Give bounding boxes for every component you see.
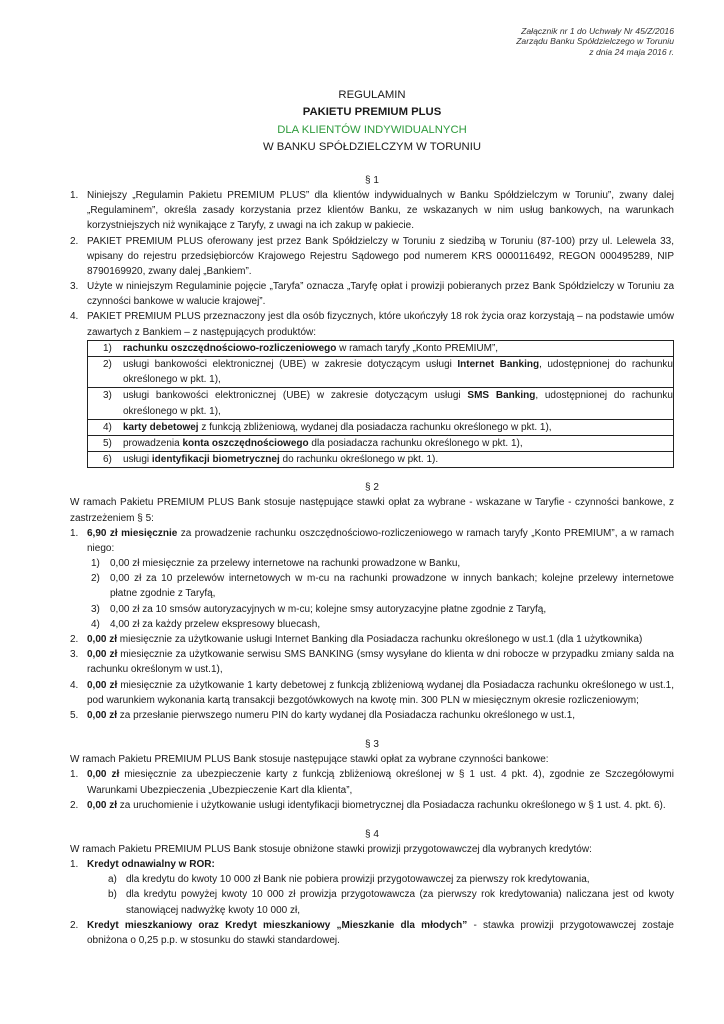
section-heading: § 2 (365, 482, 379, 494)
section-intro: W ramach Pakietu PREMIUM PLUS Bank stosuje następujące stawki opłat za wybrane czynności bankowe: (70, 754, 549, 766)
table-row: 2) usługi bankowości elektronicznej (UBE) w zakresie dotyczącym usługi Internet Banking, udostępnionej do rachunku określonego w pkt. 1), (88, 357, 674, 388)
list-item: 4. PAKIET PREMIUM PLUS przeznaczony jest dla osób fizycznych, które ukończyły 18 rok życia oraz korzystają – na podstawie umów zawartych z Bankiem – z następujących produktów: (70, 311, 674, 338)
list-item: 2. 0,00 zł miesięcznie za użytkowanie usługi Internet Banking dla Posiadacza rachunku określonego w ust.1 (dla 1 użytkownika) (70, 634, 643, 645)
section-4-list (70, 857, 674, 872)
title-bank: W BANKU SPÓŁDZIELCZYM W TORUNIU (262, 141, 481, 154)
section-2-list (70, 526, 674, 556)
section-2-list-cont (70, 632, 674, 723)
document-page (70, 26, 674, 948)
title-regulamin: REGULAMIN (338, 88, 406, 101)
list-item: 5. 0,00 zł za przesłanie pierwszego numeru PIN do karty wydanej dla Posiadacza rachunku określonego w ust.1, (70, 709, 576, 721)
section-1-list (70, 188, 674, 340)
list-item: 2. Kredyt mieszkaniowy oraz Kredyt mieszkaniowy „Mieszkanie dla młodych” - stawka prowizji przygotowawczej zostaje obniżona o 0,25 p.p. w stosunku do stawki standardowej. (70, 919, 674, 946)
attachment-note (70, 26, 674, 57)
attachment-line: z dnia 24 maja 2016 r. (589, 46, 674, 57)
section-heading: § 1 (365, 174, 379, 186)
section-heading: § 4 (365, 828, 379, 840)
sub-item: 4) 4,00 zł za każdy przelew ekspresowy bluecash, (91, 618, 321, 630)
list-item: 1. Niniejszy „Regulamin Pakietu PREMIUM PLUS” dla klientów indywidualnych w Banku Spółdzielczym w Toruniu”, zwany dalej „Regulaminem”, określa zasady korzystania przez klientów Banku, ze wskazanych w nim usług bankowych, na warunkach korzystniejszych niż wynikające z Taryfy, z uwagi na ich zakup w pakiecie. (70, 189, 674, 232)
list-item: 3. 0,00 zł miesięcznie za użytkowanie serwisu SMS BANKING (smsy wysyłane do klienta w dni robocze w przypadku zmiany salda na rachunku określonym w ust.1), (70, 649, 674, 676)
sub-item: a) dla kredytu do kwoty 10 000 zł Bank nie pobiera prowizji przygotowawczej za pierwszy rok kredytowania, (108, 874, 590, 886)
list-item: 4. 0,00 zł miesięcznie za użytkowanie 1 karty debetowej z funkcją zbliżeniową wydanej dla Posiadacza rachunku określonego w ust.1, pod warunkiem wykonania kartą transakcji bezgotówkowych na kwotę min. 300 PLN w miesięcznym okresie rozliczeniowym; (70, 679, 674, 706)
section-intro: W ramach Pakietu PREMIUM PLUS Bank stosuje obniżone stawki prowizji przygotowawczej dla wybranych kredytów: (70, 843, 592, 855)
title-package: PAKIETU PREMIUM PLUS (302, 106, 442, 119)
list-item: 1. 0,00 zł miesięcznie za ubezpieczenie karty z funkcją zbliżeniową określonej w § 1 ust. 4 pkt. 4), zgodnie ze Szczegółowymi Warunkami Ubezpieczenia „Ubezpieczenie Kart dla klienta”, (70, 769, 674, 796)
table-row: 3) usługi bankowości elektronicznej (UBE) w zakresie dotyczącym usługi SMS Banking, udostępnionej do rachunku określonego w pkt. 1), (88, 388, 674, 419)
sub-item: 3) 0,00 zł za 10 smsów autoryzacyjnych w m-cu; kolejne smsy autoryzacyjne płatne zgodnie z Taryfą, (91, 603, 547, 615)
sub-item: b) dla kredytu powyżej kwoty 10 000 zł prowizja przygotowawcza (za pierwszy rok kredytowania) naliczana jest od kwoty stanowiącej nadwyżkę kwoty 10 000 zł, (108, 889, 674, 916)
attachment-line: Załącznik nr 1 do Uchwały Nr 45/Z/2016 (521, 26, 674, 36)
document-title (70, 87, 674, 157)
products-table (87, 340, 674, 469)
sub-item: 2) 0,00 zł za 10 przelewów internetowych w m-cu na rachunki prowadzone w innych bankach; kolejne przelewy internetowe płatne zgodnie z Taryfą, (91, 573, 674, 600)
list-item: 2. PAKIET PREMIUM PLUS oferowany jest przez Bank Spółdzielczy w Toruniu z siedzibą w Toruniu (87-100) przy ul. Lelewela 33, wpisany do rejestru przedsiębiorców Krajowego Rejestru Sądowego pod numerem KRS 0000116492, REGON 000495289, NIP 8790169920, zwany dalej „Bankiem”. (70, 235, 674, 277)
list-item: 3. Użyte w niniejszym Regulaminie pojęcie „Taryfa” oznacza „Taryfę opłat i prowizji pobieranych przez Bank Spółdzielczy w Toruniu za czynności bankowe w walucie krajowej”. (70, 281, 674, 308)
section-4-list-cont (70, 918, 674, 948)
list-item: 1. 6,90 zł miesięcznie za prowadzenie rachunku oszczędnościowo-rozliczeniowego w ramach taryfy „Konto PREMIUM”, a w ramach niego: (70, 527, 674, 554)
sub-item: 1) 0,00 zł miesięcznie za przelewy internetowe na rachunki prowadzone w Banku, (91, 558, 461, 570)
section-heading: § 3 (365, 739, 379, 751)
table-row: 1) rachunku oszczędnościowo-rozliczeniowego w ramach taryfy „Konto PREMIUM”, (88, 340, 674, 356)
list-item: 2. 0,00 zł za uruchomienie i użytkowanie usługi identyfikacji biometrycznej dla Posiadacza rachunku określonego w § 1 ust. 4. pkt. 6). (70, 799, 666, 811)
table-row: 6) usługi identyfikacji biometrycznej do rachunku określonego w pkt. 1). (88, 452, 674, 468)
table-row: 5) prowadzenia konta oszczędnościowego dla posiadacza rachunku określonego w pkt. 1), (88, 435, 674, 451)
title-audience: DLA KLIENTÓW INDYWIDUALNYCH (277, 123, 467, 136)
section-3-list (70, 767, 674, 813)
section-intro: W ramach Pakietu PREMIUM PLUS Bank stosuje następujące stawki opłat za wybrane - wskazane w Taryfie - czynności bankowe, z zastrzeżeniem § 5: (70, 497, 674, 524)
list-item: 1. Kredyt odnawialny w ROR: (70, 859, 215, 871)
table-row: 4) karty debetowej z funkcją zbliżeniową, wydanej dla posiadacza rachunku określonego w pkt. 1), (88, 419, 674, 435)
attachment-line: Zarządu Banku Spółdzielczego w Toruniu (516, 36, 674, 47)
